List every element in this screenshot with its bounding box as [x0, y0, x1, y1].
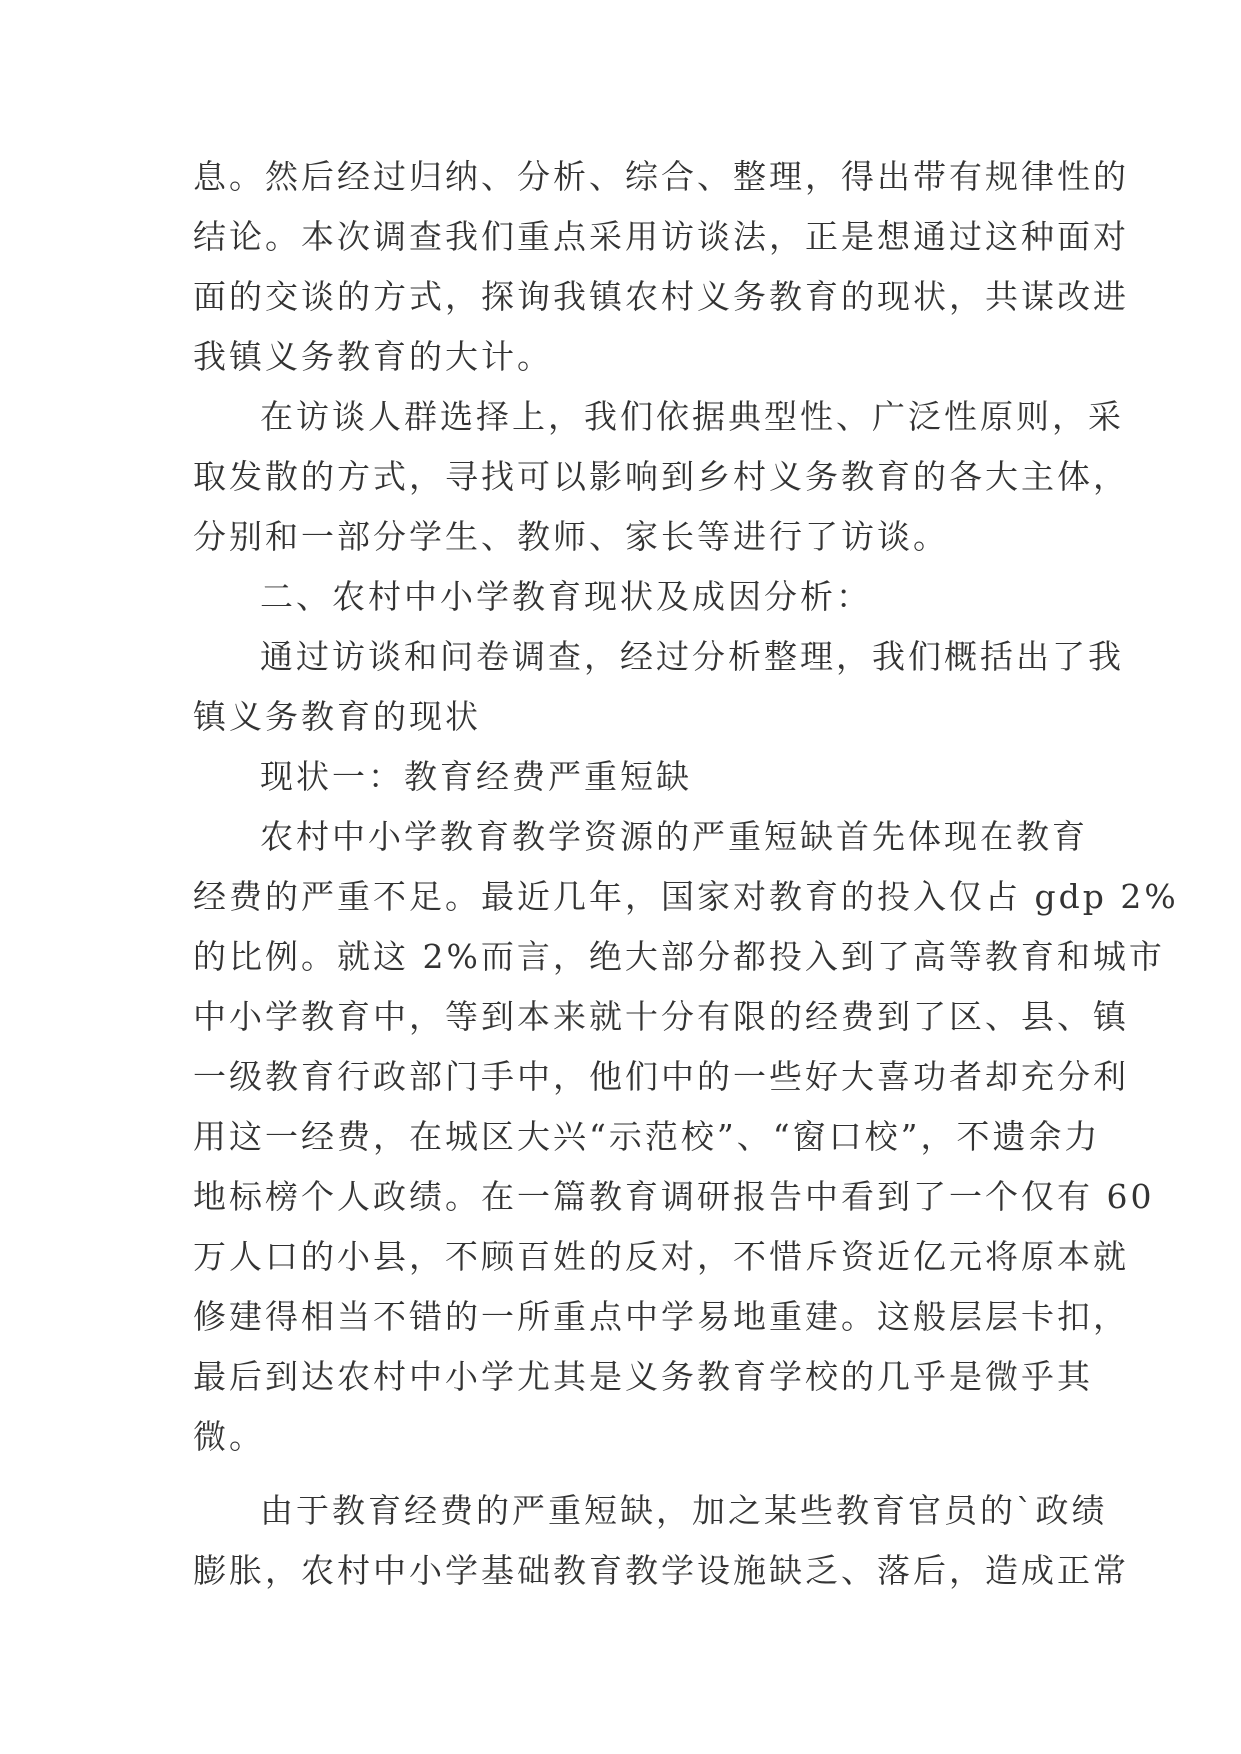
text-line: 用这一经费，在城区大兴“示范校”、“窗口校”，不遗余力: [193, 1117, 1101, 1156]
paragraph: [193, 627, 1124, 747]
text-line: 经费的严重不足。最近几年，国家对教育的投入仅占 gdp 2%: [193, 877, 1179, 916]
subsection-heading-text: 现状一：教育经费严重短缺: [260, 757, 692, 796]
text-line: 修建得相当不错的一所重点中学易地重建。这般层层卡扣，: [193, 1297, 1129, 1336]
text-line: 最后到达农村中小学尤其是义务教育学校的几乎是微乎其: [193, 1357, 1093, 1396]
text-line: 膨胀，农村中小学基础教育教学设施缺乏、落后，造成正常: [193, 1551, 1129, 1590]
text-line: 的比例。就这 2%而言，绝大部分都投入到了高等教育和城市: [193, 937, 1165, 976]
paragraph: [193, 807, 1179, 1467]
paragraph: [193, 147, 1129, 387]
text-line: 一级教育行政部门手中，他们中的一些好大喜功者却充分利: [193, 1057, 1129, 1096]
text-line: 分别和一部分学生、教师、家长等进行了访谈。: [193, 517, 949, 556]
text-line: 微。: [193, 1417, 265, 1456]
text-line: 中小学教育中，等到本来就十分有限的经费到了区、县、镇: [193, 997, 1129, 1036]
paragraph: [193, 387, 1129, 567]
text-line: 取发散的方式，寻找可以影响到乡村义务教育的各大主体，: [193, 457, 1129, 496]
text-line: 由于教育经费的严重短缺，加之某些教育官员的`政绩: [260, 1491, 1108, 1530]
section-heading-text: 二、农村中小学教育现状及成因分析：: [260, 577, 872, 616]
subsection-heading: [193, 747, 1053, 807]
text-line: 面的交谈的方式，探询我镇农村义务教育的现状，共谋改进: [193, 277, 1129, 316]
paragraph-spacer: [193, 1467, 1053, 1481]
document-body: [193, 147, 1179, 1601]
text-line: 在访谈人群选择上，我们依据典型性、广泛性原则，采: [260, 397, 1124, 436]
text-line: 万人口的小县，不顾百姓的反对，不惜斥资近亿元将原本就: [193, 1237, 1129, 1276]
text-line: 息。然后经过归纳、分析、综合、整理，得出带有规律性的: [193, 157, 1129, 196]
text-line: 农村中小学教育教学资源的严重短缺首先体现在教育: [260, 817, 1088, 856]
section-heading: [193, 567, 1053, 627]
paragraph: [193, 1481, 1129, 1601]
text-line: 镇义务教育的现状: [193, 697, 481, 736]
text-line: 地标榜个人政绩。在一篇教育调研报告中看到了一个仅有 60: [193, 1177, 1155, 1216]
text-line: 我镇义务教育的大计。: [193, 337, 553, 376]
text-line: 通过访谈和问卷调查，经过分析整理，我们概括出了我: [260, 637, 1124, 676]
text-line: 结论。本次调查我们重点采用访谈法，正是想通过这种面对: [193, 217, 1129, 256]
